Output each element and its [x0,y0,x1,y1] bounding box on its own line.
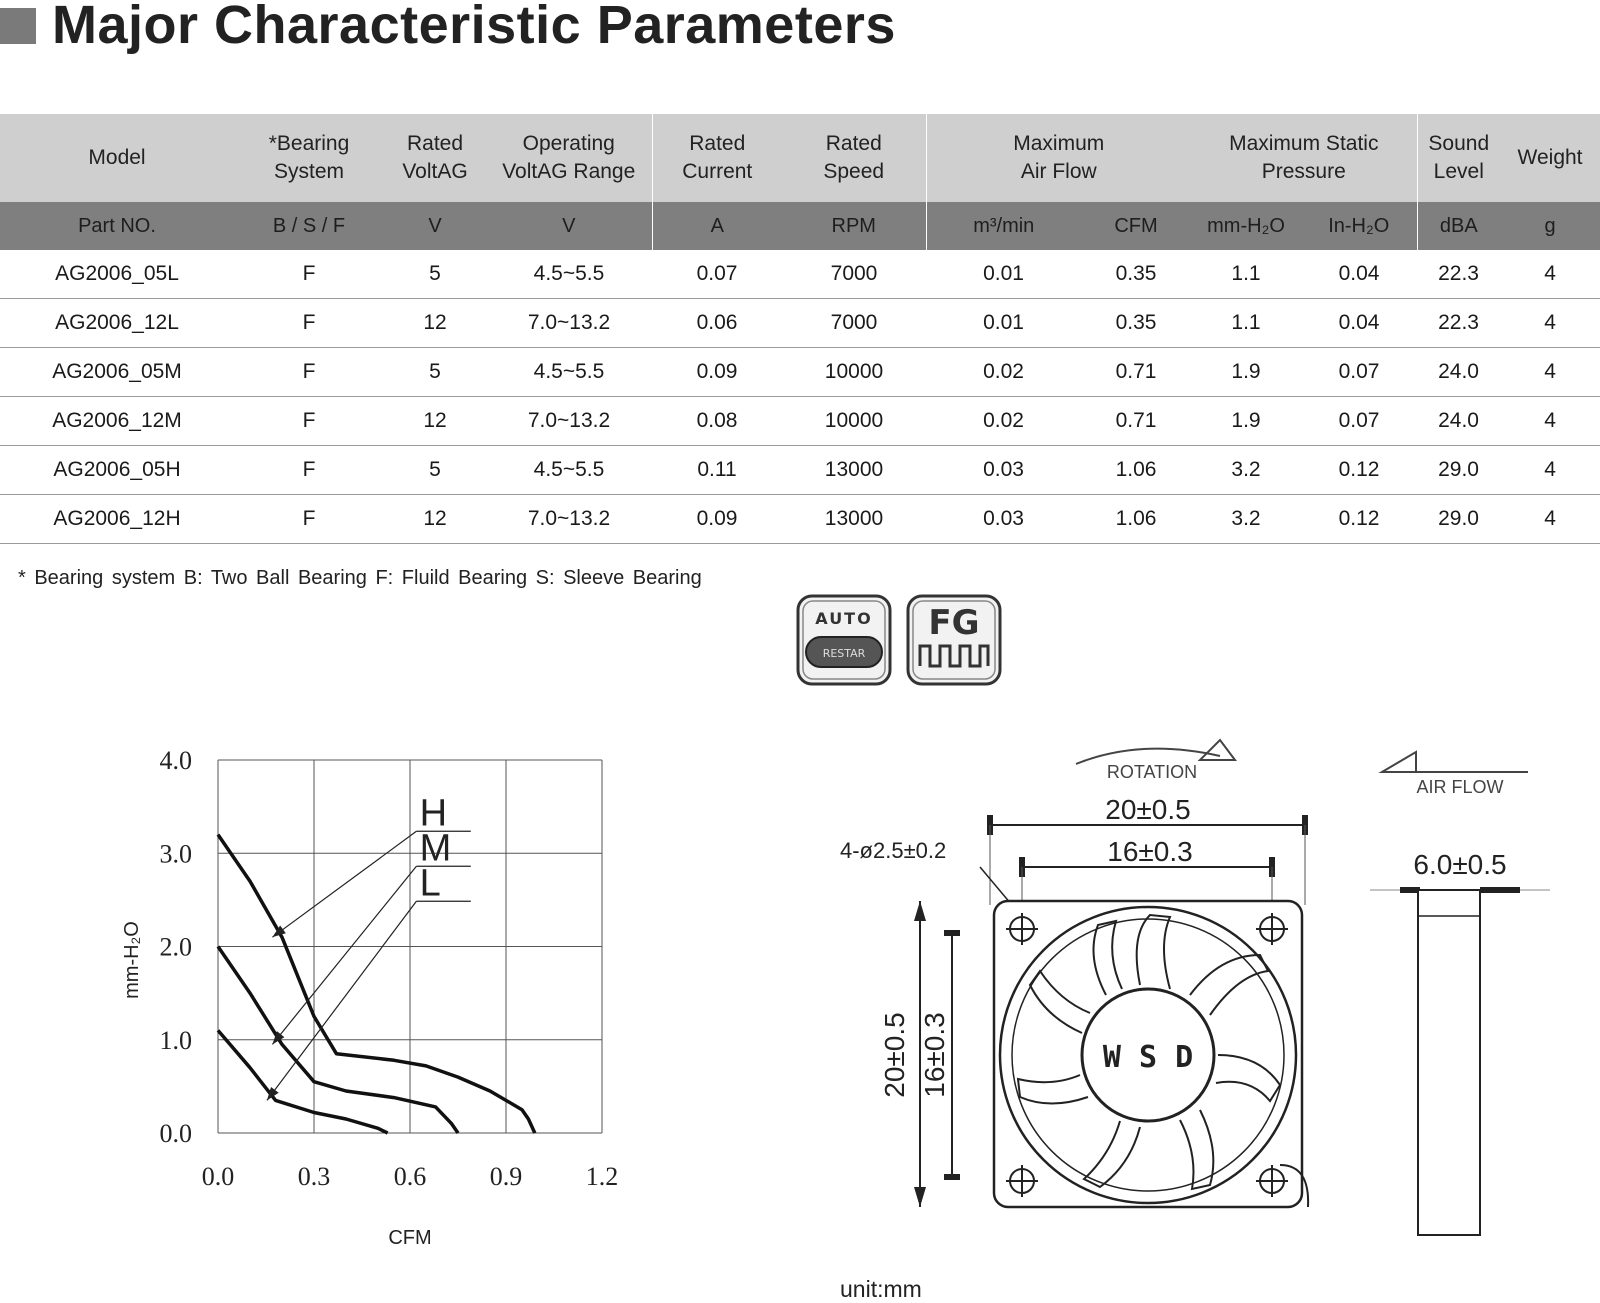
table-cell: F [234,446,384,495]
page-title-block [0,0,1000,60]
table-cell: 0.02 [926,397,1081,446]
table-unit-row [0,202,1600,250]
header-rated-speed: Rated Speed [782,114,926,202]
table-cell: 5 [384,250,486,299]
y-axis-label: mm-H₂O [121,921,143,999]
table-cell: 0.02 [926,348,1081,397]
auto-restart-badge [796,594,892,686]
side-profile [1418,890,1480,1235]
x-tick-label: 0.3 [297,1162,331,1191]
table-cell: 4 [1500,397,1600,446]
badge-auto-text: AUTO [815,609,873,628]
table-cell: 12 [384,495,486,544]
bearing-footnote: * Bearing system B: Two Ball Bearing F: Fluild Bearing S: Sleeve Bearing [18,567,702,589]
legend-leader [272,866,416,1044]
fan-side-view [1370,850,1550,1240]
pq-curve-chart [100,746,660,1260]
table-cell: 0.35 [1081,299,1191,348]
rotation-label: ROTATION [1106,762,1198,782]
badge-restart-text: RESTAR [822,647,866,660]
table-cell: 0.12 [1301,495,1417,544]
table-cell: 1.06 [1081,446,1191,495]
table-cell: 4.5~5.5 [486,348,652,397]
unit-cell: RPM [782,202,926,250]
table-cell: 22.3 [1417,299,1500,348]
rotation-arrow-icon [1200,740,1235,760]
unit-cell: A [652,202,782,250]
fg-badge [906,594,1002,686]
model-cell: AG2006_12H [0,495,234,544]
table-cell: F [234,299,384,348]
airflow-arrow-icon [1382,752,1416,772]
airflow-label: AIR FLOW [1416,777,1504,797]
header-bearing: *Bearing System [234,114,384,202]
table-cell: 29.0 [1417,495,1500,544]
table-cell: 7.0~13.2 [486,495,652,544]
table-cell: 0.07 [1301,397,1417,446]
chart-ticks [160,746,619,1191]
table-cell: 0.01 [926,299,1081,348]
table-cell: F [234,397,384,446]
y-tick-label: 4.0 [159,746,192,775]
rotation-indicator [1070,740,1240,800]
table-cell: 1.06 [1081,495,1191,544]
table-cell: 0.07 [1301,348,1417,397]
unit-cell: In-H₂O [1301,202,1417,250]
table-cell: 12 [384,299,486,348]
y-tick-label: 1.0 [159,1025,192,1055]
title-square-icon [0,8,36,44]
table-cell: 13000 [782,446,926,495]
dim-depth: 6.0±0.5 [1413,849,1507,880]
hub-label: W S D [1102,1040,1194,1075]
table-cell: 3.2 [1191,446,1301,495]
legend-leader [267,901,416,1100]
x-tick-label: 0.6 [393,1162,427,1191]
table-row [0,250,1600,299]
table-body [0,250,1600,544]
dim-hole-callout: 4-ø2.5±0.2 [840,838,947,863]
chart-grid [218,760,602,1133]
legend-label-h: H [419,792,448,835]
table-cell: 0.07 [652,250,782,299]
dim-outer-height: 20±0.5 [879,1012,910,1098]
table-cell: 1.9 [1191,348,1301,397]
x-tick-label: 0.9 [489,1162,523,1191]
table-header-row [0,114,1600,202]
table-cell: 0.04 [1301,250,1417,299]
table-cell: 7000 [782,299,926,348]
table-cell: 29.0 [1417,446,1500,495]
unit-cell: dBA [1417,202,1500,250]
table-cell: F [234,348,384,397]
table-row [0,446,1600,495]
table-cell: 5 [384,348,486,397]
table-cell: 7000 [782,250,926,299]
series-line-l [218,1030,388,1133]
table-cell: 22.3 [1417,250,1500,299]
unit-cell: V [486,202,652,250]
dim-inner-height: 16±0.3 [919,1012,950,1098]
table-cell: 4 [1500,495,1600,544]
table-cell: 0.11 [652,446,782,495]
table-row [0,397,1600,446]
table-cell: 0.09 [652,495,782,544]
table-cell: 0.35 [1081,250,1191,299]
table-cell: 0.71 [1081,397,1191,446]
table-cell: 0.71 [1081,348,1191,397]
table-cell: 0.03 [926,446,1081,495]
y-tick-label: 0.0 [159,1119,192,1148]
table-cell: 0.12 [1301,446,1417,495]
table-cell: 12 [384,397,486,446]
chart-series [218,835,535,1133]
table-cell: 1.9 [1191,397,1301,446]
table-cell: 3.2 [1191,495,1301,544]
table-cell: 4 [1500,348,1600,397]
model-cell: AG2006_12M [0,397,234,446]
page-title: Major Characteristic Parameters [52,0,896,55]
table-cell: F [234,250,384,299]
table-cell: 1.1 [1191,250,1301,299]
table-cell: 7.0~13.2 [486,397,652,446]
table-row [0,495,1600,544]
x-tick-label: 1.2 [585,1162,619,1191]
table-cell: 0.03 [926,495,1081,544]
fan-front-view [840,794,1320,1245]
y-tick-label: 2.0 [159,932,192,962]
table-cell: 7.0~13.2 [486,299,652,348]
table-cell: 24.0 [1417,348,1500,397]
unit-cell: mm-H₂O [1191,202,1301,250]
unit-cell: V [384,202,486,250]
table-cell: 4.5~5.5 [486,446,652,495]
header-rated-voltage: Rated VoltAG [384,114,486,202]
airflow-indicator [1378,748,1538,798]
header-weight: Weight [1500,114,1600,202]
model-cell: AG2006_05H [0,446,234,495]
table-cell: 10000 [782,348,926,397]
table-cell: 0.01 [926,250,1081,299]
table-cell: 4.5~5.5 [486,250,652,299]
y-tick-label: 3.0 [159,839,192,869]
x-axis-label: CFM [388,1227,432,1249]
model-cell: AG2006_05L [0,250,234,299]
dim-outer-width: 20±0.5 [1105,794,1191,825]
header-sound-level: Sound Level [1417,114,1500,202]
table-cell: 10000 [782,397,926,446]
spec-table [0,114,1600,544]
table-cell: 0.08 [652,397,782,446]
table-cell: 0.06 [652,299,782,348]
header-model: Model [0,114,234,202]
table-cell: 0.04 [1301,299,1417,348]
legend-leader [272,831,416,937]
legend-label-m: M [419,827,452,870]
table-cell: 4 [1500,446,1600,495]
badge-fg-text: FG [928,603,980,643]
legend-label-l: L [419,862,441,905]
table-cell: 5 [384,446,486,495]
table-row [0,299,1600,348]
model-cell: AG2006_12L [0,299,234,348]
unit-cell: Part NO. [0,202,234,250]
header-operating-voltage: Operating VoltAG Range [486,114,652,202]
x-tick-label: 0.0 [201,1162,235,1191]
table-cell: F [234,495,384,544]
model-cell: AG2006_05M [0,348,234,397]
table-cell: 4 [1500,250,1600,299]
unit-cell: m³/min [926,202,1081,250]
header-rated-current: Rated Current [652,114,782,202]
dim-inner-width: 16±0.3 [1107,836,1193,867]
unit-cell: CFM [1081,202,1191,250]
unit-cell: B / S / F [234,202,384,250]
table-row [0,348,1600,397]
table-cell: 24.0 [1417,397,1500,446]
table-cell: 0.09 [652,348,782,397]
header-air-flow: Maximum Air Flow [926,114,1191,202]
table-cell: 4 [1500,299,1600,348]
unit-label: unit:mm [840,1276,922,1302]
unit-cell: g [1500,202,1600,250]
table-cell: 1.1 [1191,299,1301,348]
header-static-pressure: Maximum Static Pressure [1191,114,1417,202]
table-cell: 13000 [782,495,926,544]
